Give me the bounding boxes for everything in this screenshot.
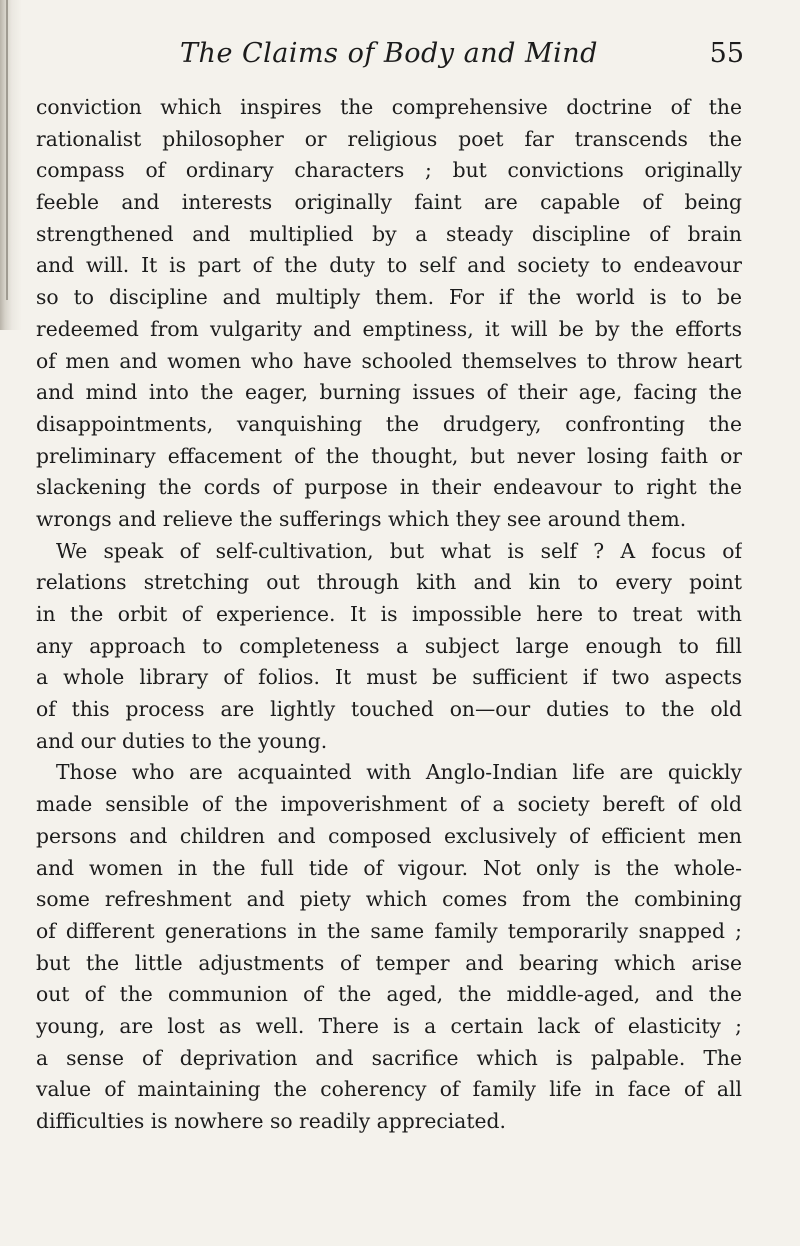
text-line: and will. It is part of the duty to self and society to endeavour (36, 253, 742, 278)
body-text (36, 92, 742, 1138)
text-line: and mind into the eager, burning issues of their age, facing the (36, 380, 742, 405)
text-line: out of the communion of the aged, the middle-aged, and the (36, 982, 742, 1007)
text-line: strengthened and multiplied by a steady discipline of brain (36, 221, 742, 246)
page-number: 55 (709, 38, 744, 69)
text-line: redeemed from vulgarity and emptiness, it will be by the efforts (36, 316, 742, 341)
binding-edge-line (6, 0, 8, 300)
text-line: some refreshment and piety which comes from the combining (36, 887, 742, 912)
paragraph-last-line: and our duties to the young. (36, 728, 328, 753)
text-line: of different generations in the same family temporarily snapped ; (36, 918, 742, 943)
text-line: any approach to completeness a subject large enough to fill (36, 633, 742, 658)
text-line: rationalist philosopher or religious poet far transcends the (36, 126, 742, 151)
text-line: so to discipline and multiply them. For if the world is to be (36, 285, 742, 310)
text-line: slackening the cords of purpose in their endeavour to right the (36, 475, 742, 500)
text-line: persons and children and composed exclusively of efficient men (36, 823, 742, 848)
text-line: of men and women who have schooled themselves to throw heart (36, 348, 742, 373)
paragraph-last-line: wrongs and relieve the sufferings which they see around them. (36, 506, 687, 531)
text-line: in the orbit of experience. It is impossible here to treat with (36, 602, 742, 626)
text-line: young, are lost as well. There is a certain lack of elasticity ; (36, 1013, 742, 1038)
text-line: of this process are lightly touched on—our duties to the old (36, 697, 742, 722)
text-line: preliminary effacement of the thought, but never losing faith or (36, 443, 742, 468)
text-line: value of maintaining the coherency of family life in face of all (36, 1077, 742, 1102)
text-line: conviction which inspires the comprehensive doctrine of the (36, 95, 742, 119)
text-line: feeble and interests originally faint are capable of being (36, 190, 742, 215)
text-line: and women in the full tide of vigour. Not only is the whole- (36, 855, 742, 880)
text-line: made sensible of the impoverishment of a society bereft of old (36, 792, 742, 817)
paragraph-last-line: difficulties is nowhere so readily appreciated. (36, 1109, 506, 1133)
paragraph-first-line: Those who are acquainted with Anglo-Indian life are quickly (56, 760, 742, 785)
page-header (36, 38, 742, 82)
text-line: compass of ordinary characters ; but convictions originally (36, 158, 742, 183)
text-line: a whole library of folios. It must be sufficient if two aspects (36, 665, 742, 690)
text-line: relations stretching out through kith and kin to every point (36, 570, 742, 595)
text-line: a sense of deprivation and sacrifice which is palpable. The (36, 1045, 742, 1070)
text-line: disappointments, vanquishing the drudgery, confronting the (36, 411, 742, 436)
text-line: but the little adjustments of temper and bearing which arise (36, 950, 742, 975)
page-binding-shadow (0, 0, 22, 330)
running-title: The Claims of Body and Mind (180, 38, 598, 69)
paragraph-first-line: We speak of self-cultivation, but what is self ? A focus of (56, 538, 742, 563)
